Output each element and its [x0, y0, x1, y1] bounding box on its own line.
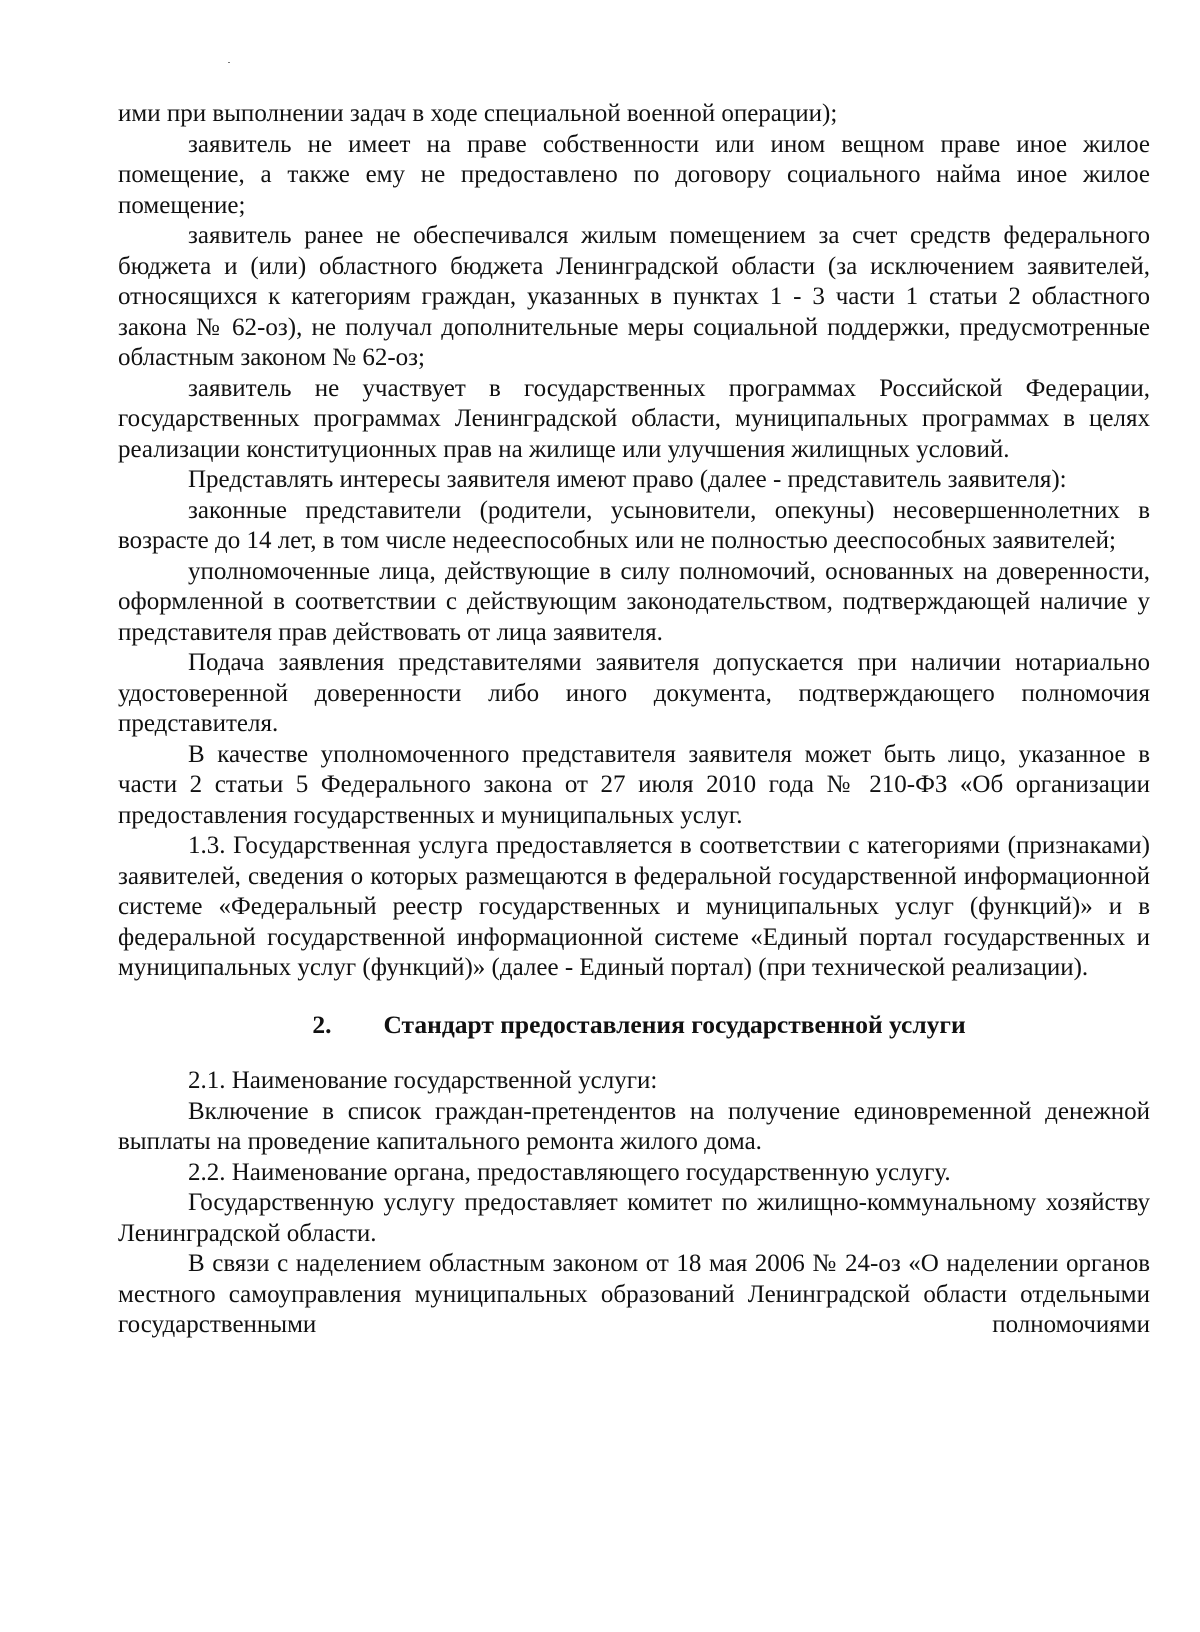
paragraph-1-3: 1.3. Государственная услуга предоставляется в соответствии с категориями (признаками) заявителей, сведения о которых размещаются в федеральной государственной информационной системе «Федеральный реестр государственных и муниципальных услуг (функций)» и в федеральной государственной информационной системе «Единый портал государственных и муниципальных услуг (функций)» (далее - Единый портал) (при технической реализации). [118, 832, 1150, 981]
paragraph-legal-representatives: законные представители (родители, усыновители, опекуны) несовершеннолетних в возрасте до 14 лет, в том числе недееспособных или не полностью дееспособных заявителей; [118, 496, 1150, 554]
paragraph-delegation: В связи с наделением областным законом от 18 мая 2006 № 24-оз «О наделении органов местного самоуправления муниципальных образований Ленинградской области отдельными государственными полномочиями [118, 1250, 1150, 1338]
paragraph-not-in-programs: заявитель не участвует в государственных программах Российской Федерации, государственных программах Ленинградской области, муниципальных программах в целях реализации конституционных прав на жилище или улучшения жилищных условий. [118, 374, 1150, 463]
paragraph-application-submission: Подача заявления представителями заявителя допускается при наличии нотариально удостоверенной доверенности либо иного документа, подтверждающего полномочия представителя. [118, 649, 1150, 737]
paragraph-service-name: Включение в список граждан-претендентов на получение единовременной денежной выплаты на проведение капитального ремонта жилого дома. [118, 1097, 1150, 1155]
paragraph-representatives-intro: Представлять интересы заявителя имеют право (далее - представитель заявителя): [188, 466, 1067, 493]
document-page [118, 99, 1150, 1341]
scan-speck [228, 62, 230, 63]
section-title: Стандарт предоставления государственной услуги [383, 1009, 966, 1039]
paragraph-2-2: 2.2. Наименование органа, предоставляющего государственную услугу. [188, 1158, 951, 1186]
section-heading [118, 1010, 1150, 1041]
section-number: 2. [312, 1009, 332, 1039]
paragraph-2-1: 2.1. Наименование государственной услуги: [188, 1067, 658, 1094]
paragraph-authorized-persons: уполномоченные лица, действующие в силу полномочий, основанных на доверенности, оформленной в соответствии с действующим законодательством, подтверждающей наличие у представителя прав действовать от лица заявителя. [118, 557, 1150, 646]
paragraph-svo-continuation: ими при выполнении задач в ходе специальной военной операции); [118, 100, 838, 127]
paragraph-not-provided-before: заявитель ранее не обеспечивался жилым помещением за счет средств федерального бюджета и (или) областного бюджета Ленинградской области (за исключением заявителей, относящихся к категориям граждан, указанных в пунктах 1 - 3 части 1 статьи 2 областного закона № 62-оз), не получал дополнительные меры социальной поддержки, предусмотренные областным законом № 62-оз; [118, 222, 1150, 371]
paragraph-authorized-representative: В качестве уполномоченного представителя заявителя может быть лицо, указанное в части 2 статьи 5 Федерального закона от 27 июля 2010 года № 210-ФЗ «Об организации предоставления государственных и муниципальных услуг. [118, 740, 1150, 829]
paragraph-no-other-housing: заявитель не имеет на праве собственности или ином вещном праве иное жилое помещение, а также ему не предоставлено по договору социального найма иное жилое помещение; [118, 130, 1150, 219]
paragraph-committee: Государственную услугу предоставляет комитет по жилищно-коммунальному хозяйству Ленинградской области. [118, 1189, 1150, 1247]
